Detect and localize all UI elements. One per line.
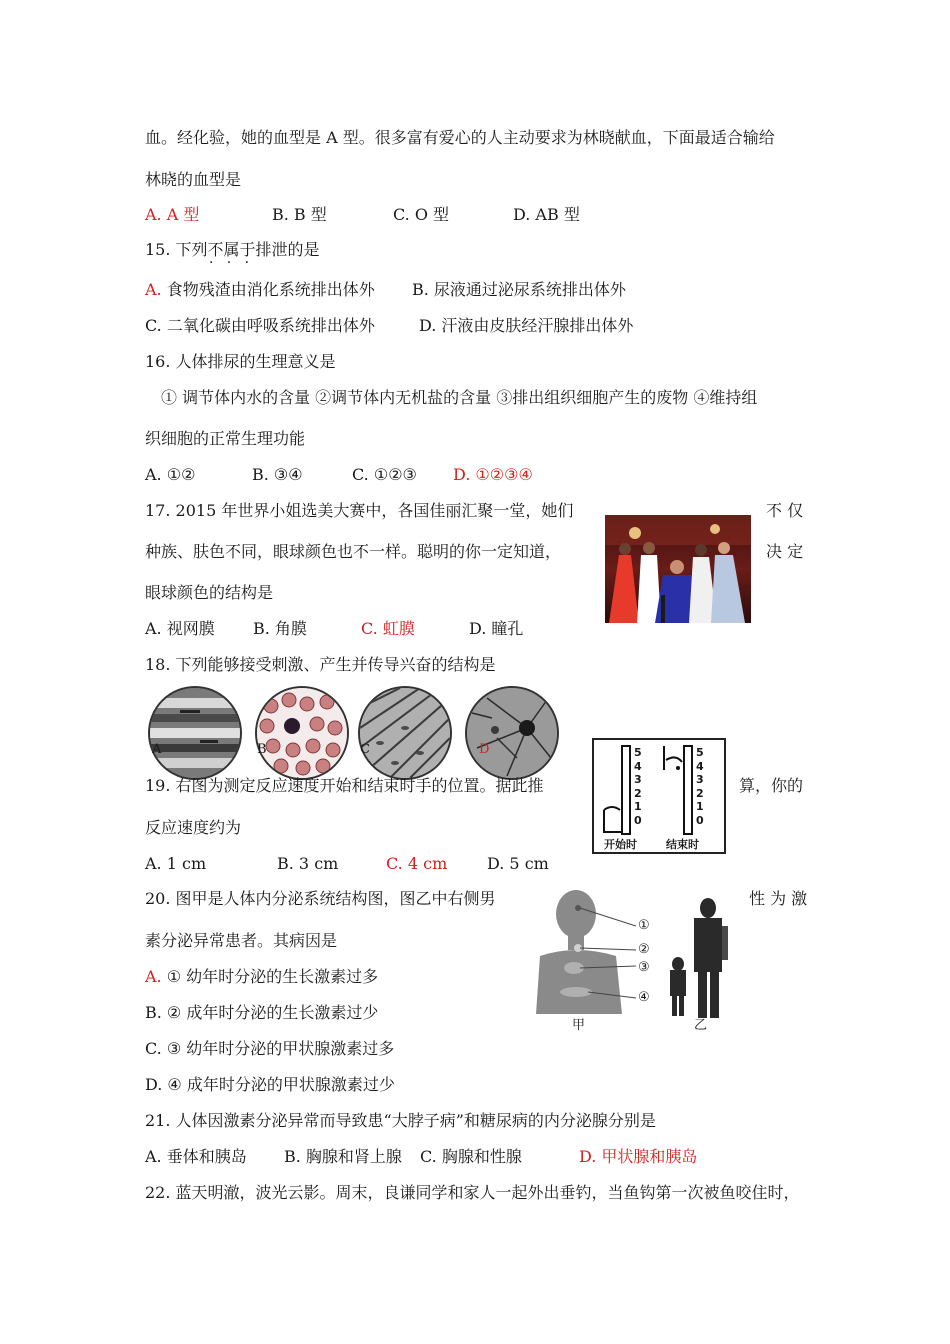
- q21-option-a: A. 垂体和胰岛: [145, 1147, 247, 1166]
- q14-line-1: 血。经化验，她的血型是 A 型。很多富有爱心的人主动要求为林晓献血，下面最适合输给: [145, 128, 775, 147]
- ruler1-tick-4: 4: [634, 759, 642, 773]
- figure-marker-4: ④: [638, 990, 650, 1005]
- q17-line-3: 眼球颜色的结构是: [145, 583, 274, 602]
- q20-option-d: D. ④ 成年时分泌的甲状腺激素过少: [145, 1075, 395, 1094]
- q19-line-1-right: 算，你的: [739, 776, 804, 795]
- q18-label-a: A: [152, 742, 162, 757]
- q14-line-2: 林晓的血型是: [145, 170, 242, 189]
- figure-marker-1: ①: [638, 918, 650, 933]
- q19-option-b: B. 3 cm: [277, 854, 339, 873]
- ruler1-tick-2: 2: [634, 786, 642, 800]
- q22-line-1: 22. 蓝天明澈，波光云影。周末，良谦同学和家人一起外出垂钓，当鱼钩第一次被鱼咬住时，: [145, 1183, 800, 1202]
- ruler1-tick-0: 0: [634, 813, 642, 827]
- q18-label-b: B: [257, 742, 267, 757]
- q21-option-c: C. 胸腺和性腺: [420, 1147, 522, 1166]
- q21-option-d: D. 甲状腺和胰岛: [579, 1147, 698, 1166]
- q20-option-c: C. ③ 幼年时分泌的甲状腺激素过多: [145, 1039, 395, 1058]
- ruler1-tick-3: 3: [634, 773, 642, 786]
- q17-line-2: 种族、肤色不同，眼球颜色也不一样。聪明的你一定知道，: [145, 542, 562, 561]
- ruler-start-label: 开始时: [604, 838, 637, 851]
- q17-option-b: B. 角膜: [253, 619, 307, 638]
- ruler2-tick-4: 4: [696, 759, 704, 773]
- figure-label-jia: 甲: [572, 1018, 586, 1033]
- q15-stem: 15. 下列不属于排泄的是: [145, 240, 320, 259]
- ruler1-tick-1: 1: [634, 800, 642, 813]
- q17-option-c: C. 虹膜: [361, 619, 415, 638]
- q16-stem: 16. 人体排尿的生理意义是: [145, 352, 336, 371]
- q19-option-c: C. 4 cm: [386, 854, 448, 873]
- q16-option-b: B. ③④: [252, 465, 303, 484]
- q20-option-a: A. ① 幼年时分泌的生长激素过多: [145, 967, 379, 986]
- figure-marker-3: ③: [638, 960, 650, 975]
- blood-cell-image: [255, 686, 349, 780]
- q16-option-c: C. ①②③: [352, 465, 417, 484]
- endocrine-figure: [536, 886, 736, 1033]
- q20-line-2: 素分泌异常患者。其病因是: [145, 931, 338, 950]
- q14-option-d: D. AB 型: [513, 205, 580, 224]
- pageant-photo: [605, 515, 751, 623]
- ruler-end-label: 结束时: [666, 838, 699, 851]
- q17-option-a: A. 视网膜: [145, 619, 215, 638]
- q18-label-c: C: [360, 742, 370, 757]
- ruler2-tick-1: 1: [696, 800, 704, 813]
- q15-option-c: C. 二氧化碳由呼吸系统排出体外: [145, 316, 375, 335]
- q15-option-b: B. 尿液通过泌尿系统排出体外: [412, 280, 626, 299]
- q17-line-2-right: 决 定: [766, 542, 804, 561]
- q19-option-a: A. 1 cm: [145, 854, 207, 873]
- q21-option-b: B. 胸腺和肾上腺: [284, 1147, 402, 1166]
- epithelial-cell-image: [358, 686, 452, 780]
- q17-option-d: D. 瞳孔: [469, 619, 524, 638]
- q19-line-2: 反应速度约为: [145, 818, 242, 837]
- ruler2-tick-2: 2: [696, 786, 704, 800]
- q19-option-d: D. 5 cm: [487, 854, 549, 873]
- q16-option-d: D. ①②③④: [453, 465, 533, 484]
- q18-label-d: D: [479, 742, 490, 757]
- emphasis-dots: · · ·: [209, 255, 250, 271]
- figure-label-yi: 乙: [694, 1018, 708, 1033]
- q19-line-1: 19. 右图为测定反应速度开始和结束时手的位置。据此推: [145, 776, 544, 795]
- q20-line-1-right: 性 为 激: [749, 889, 808, 908]
- q17-line-1: 17. 2015 年世界小姐选美大赛中，各国佳丽汇聚一堂，她们: [145, 501, 574, 520]
- q16-option-a: A. ①②: [145, 465, 196, 484]
- q21-stem: 21. 人体因激素分泌异常而导致患“大脖子病”和糖尿病的内分泌腺分别是: [145, 1111, 656, 1130]
- ruler2-tick-0: 0: [696, 813, 704, 827]
- neuron-image: [465, 686, 559, 780]
- reaction-ruler-figure: [592, 738, 726, 854]
- q14-option-a: A. A 型: [145, 205, 200, 224]
- ruler1-tick-5: 5: [634, 746, 642, 759]
- q20-line-1: 20. 图甲是人体内分泌系统结构图，图乙中右侧男: [145, 889, 496, 908]
- ruler2-tick-5: 5: [696, 746, 704, 759]
- q14-option-b: B. B 型: [272, 205, 327, 224]
- q16-line-1: ① 调节体内水的含量 ②调节体内无机盐的含量 ③排出组织细胞产生的废物 ④维持组: [161, 388, 758, 407]
- q18-stem: 18. 下列能够接受刺激、产生并传导兴奋的结构是: [145, 655, 496, 674]
- q15-option-a: A. 食物残渣由消化系统排出体外: [145, 280, 375, 299]
- q15-option-d: D. 汗液由皮肤经汗腺排出体外: [419, 316, 634, 335]
- muscle-cell-image: [148, 686, 242, 780]
- q17-line-1-right: 不 仅: [766, 501, 804, 520]
- q14-option-c: C. O 型: [393, 205, 450, 224]
- q20-option-b: B. ② 成年时分泌的生长激素过少: [145, 1003, 379, 1022]
- q16-line-2: 织细胞的正常生理功能: [145, 429, 306, 448]
- figure-marker-2: ②: [638, 942, 650, 957]
- ruler2-tick-3: 3: [696, 773, 704, 786]
